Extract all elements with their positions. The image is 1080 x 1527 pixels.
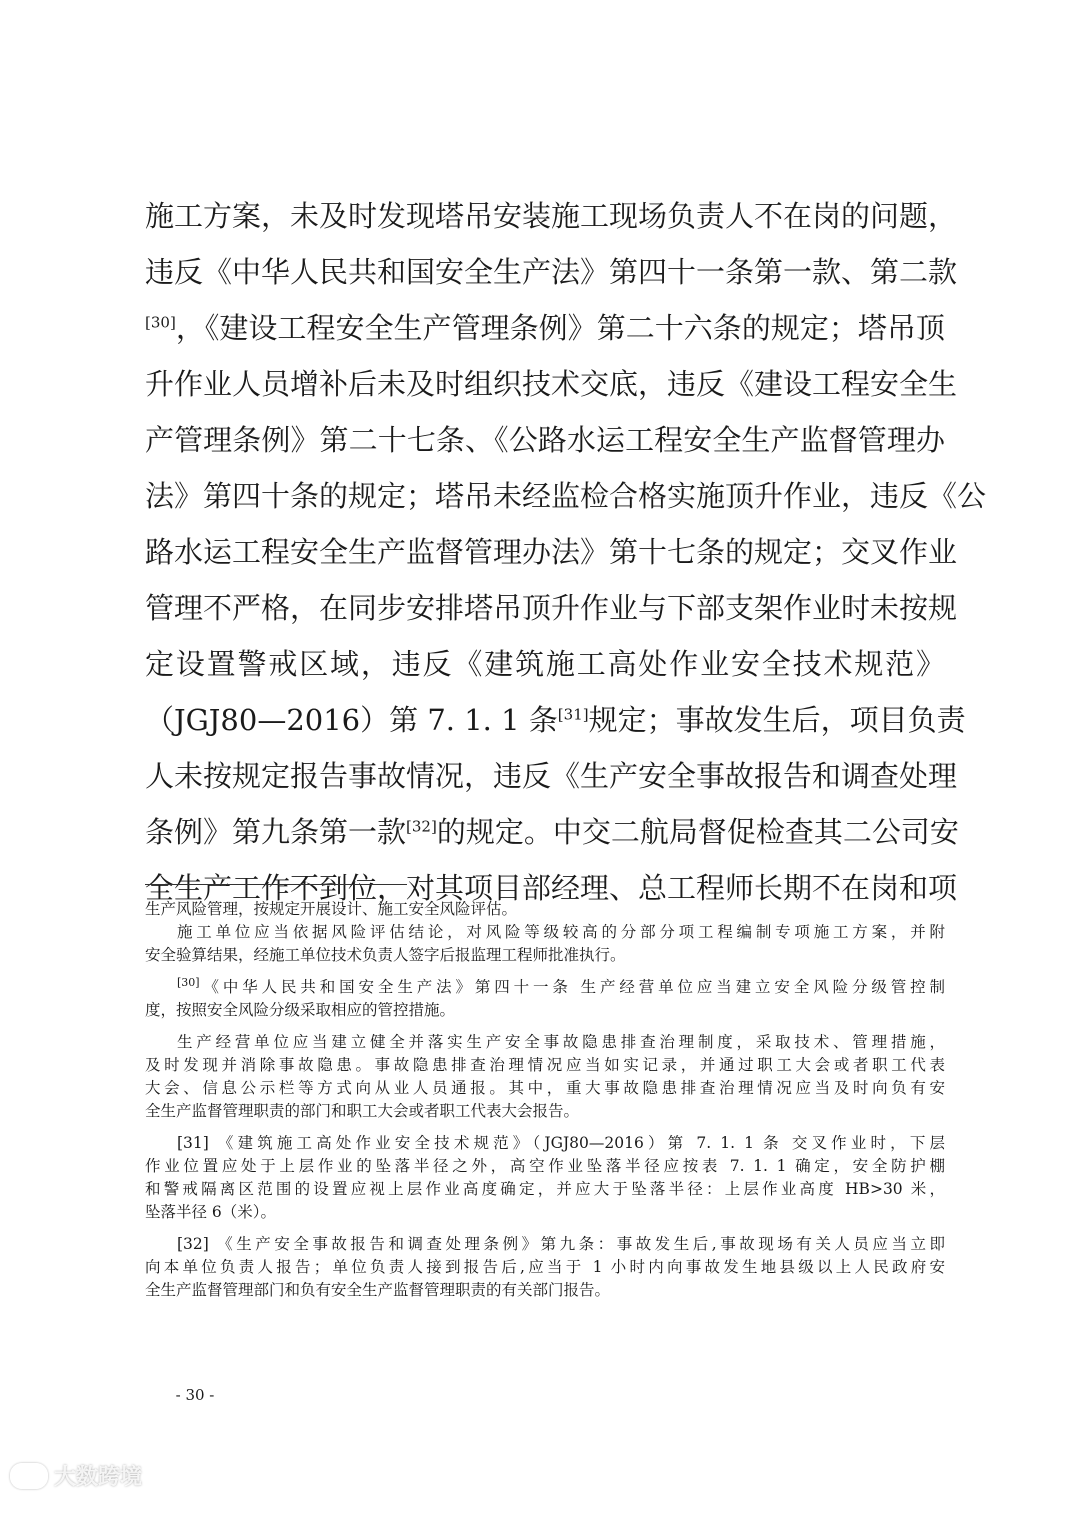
main-body-text <box>145 188 987 916</box>
watermark-logo-icon <box>10 1463 48 1489</box>
body-line: 违反《中华人民共和国安全生产法》第四十一条第一款、第二款 <box>145 255 958 289</box>
body-line: 全生产工作不到位，对其项目部经理、总工程师长期不在岗和项 <box>145 871 958 905</box>
footnote-line: 及时发现并消除事故隐患。事故隐患排查治理情况应当如实记录，并通过职工大会或者职工代表 <box>145 1056 945 1074</box>
footnote-32: [32] 《生产安全事故报告和调查处理条例》第九条：事故发生后,事故现场有关人员应当立即 <box>177 1235 945 1253</box>
body-line: 定设置警戒区域，违反《建筑施工高处作业安全技术规范》 <box>145 647 945 681</box>
footnote-divider <box>145 884 407 885</box>
body-line: [30]，《建设工程安全生产管理条例》第二十六条的规定；塔吊顶 <box>145 311 945 345</box>
footnote-30: [30]《中华人民共和国安全生产法》第四十一条 生产经营单位应当建立安全风险分级管控制 <box>177 975 945 996</box>
body-line: 路水运工程安全生产监督管理办法》第十七条的规定；交叉作业 <box>145 535 958 569</box>
footnote-ref-31[interactable]: [31] <box>557 705 589 724</box>
watermark-text: 大数跨境 <box>54 1465 143 1490</box>
footnote-line: 向本单位负责人报告；单位负责人接到报告后,应当于 1 小时内向事故发生地县级以上人民政府安 <box>145 1258 945 1276</box>
footnote-line: 施工单位应当依据风险评估结论，对风险等级较高的分部分项工程编制专项施工方案，并附 <box>177 923 945 941</box>
body-line: 施工方案，未及时发现塔吊安装施工现场负责人不在岗的问题， <box>145 199 958 233</box>
body-line: 人未按规定报告事故情况，违反《生产安全事故报告和调查处理 <box>145 759 958 793</box>
footnotes <box>145 898 945 1302</box>
body-line: 法》第四十条的规定；塔吊未经监检合格实施顶升作业，违反《公 <box>145 479 987 513</box>
footnote-marker-30: [30] <box>177 975 200 989</box>
footnote-ref-30[interactable]: [30] <box>145 313 176 332</box>
footnote-line: 全生产监督管理部门和负有安全生产监督管理职责的有关部门报告。 <box>145 1281 611 1299</box>
footnote-ref-32[interactable]: [32] <box>406 817 437 836</box>
body-line: 产管理条例》第二十七条、《公路水运工程安全生产监督管理办 <box>145 423 945 457</box>
footnote-line: 坠落半径 6（米）。 <box>145 1203 277 1221</box>
body-line: （JGJ80—2016）第 7. 1. 1 条[31]规定；事故发生后，项目负责 <box>145 703 966 737</box>
footnote-line: 作业位置应处于上层作业的坠落半径之外，高空作业坠落半径应按表 7. 1. 1 确定，安全防护棚 <box>145 1157 945 1175</box>
footnote-line: 大会、信息公示栏等方式向从业人员通报。其中，重大事故隐患排查治理情况应当及时向负有安 <box>145 1079 945 1097</box>
body-line: 升作业人员增补后未及时组织技术交底，违反《建设工程安全生 <box>145 367 958 401</box>
body-line: 管理不严格，在同步安排塔吊顶升作业与下部支架作业时未按规 <box>145 591 958 625</box>
page-number: - 30 - <box>175 1386 215 1404</box>
footnote-line: 生产经营单位应当建立健全并落实生产安全事故隐患排查治理制度，采取技术、管理措施， <box>177 1033 945 1051</box>
footnote-line: 生产风险管理，按规定开展设计、施工安全风险评估。 <box>145 900 518 918</box>
footnote-line: 全生产监督管理职责的部门和职工大会或者职工代表大会报告。 <box>145 1102 580 1120</box>
footnote-line: 和警戒隔离区范围的设置应视上层作业高度确定，并应大于坠落半径：上层作业高度 HB>30 米， <box>145 1180 945 1198</box>
footnote-line: 度，按照安全风险分级采取相应的管控措施。 <box>145 1001 456 1019</box>
footnote-31: [31] 《建筑施工高处作业安全技术规范》（JGJ80—2016）第 7. 1. 1 条 交叉作业时，下层 <box>177 1134 945 1152</box>
watermark <box>10 1460 142 1491</box>
footnote-line: 安全验算结果，经施工单位技术负责人签字后报监理工程师批准执行。 <box>145 946 626 964</box>
body-line: 条例》第九条第一款[32]的规定。中交二航局督促检查其二公司安 <box>145 815 959 849</box>
